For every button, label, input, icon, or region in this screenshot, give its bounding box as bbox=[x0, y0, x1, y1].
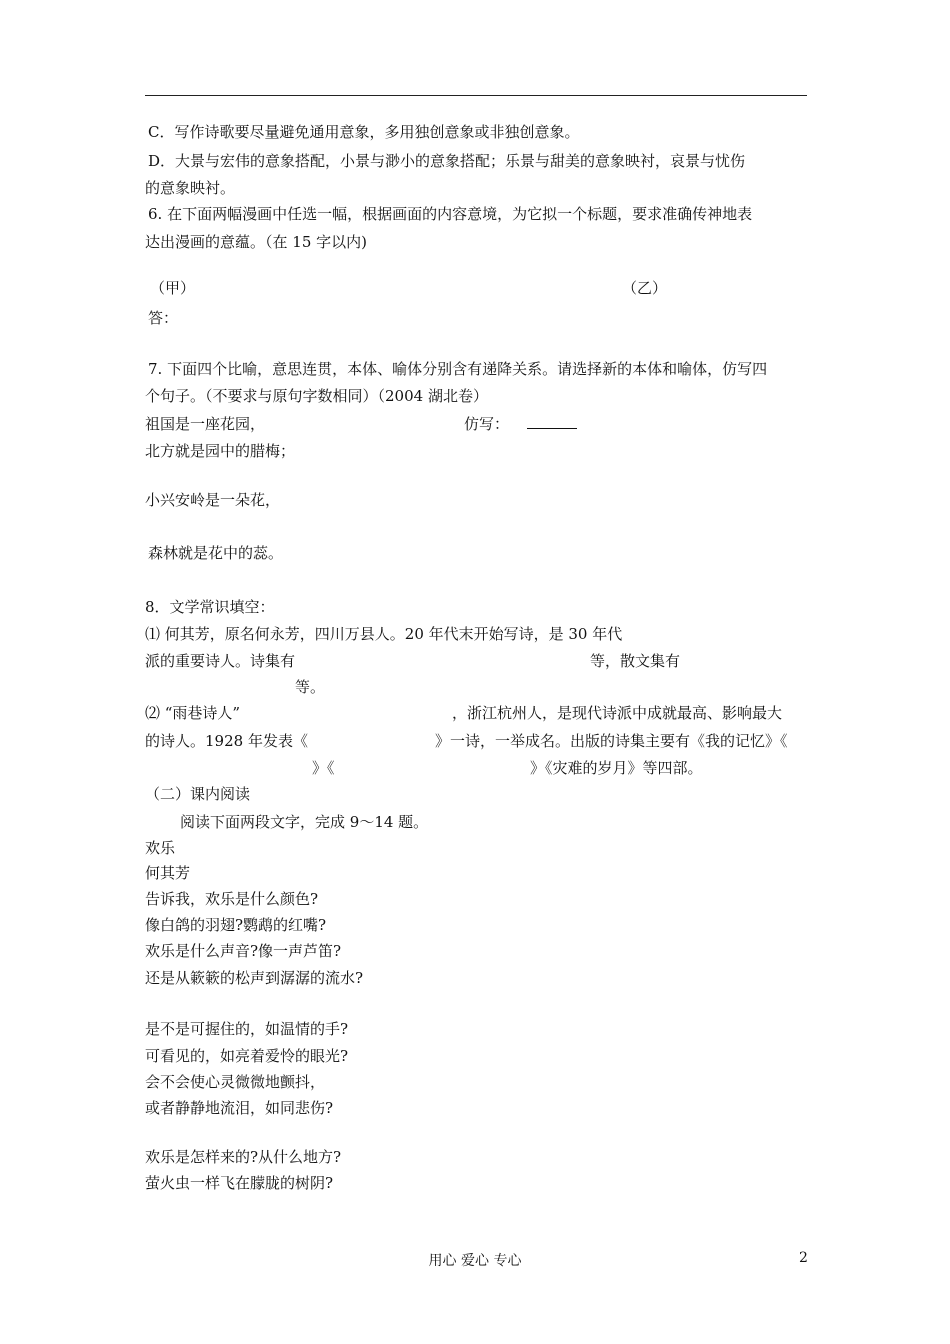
option-d-line2: 的意象映衬。 bbox=[145, 179, 236, 197]
answer-label: 答： bbox=[148, 309, 179, 327]
poem-line: 还是从簌簌的松声到潺潺的流水? bbox=[145, 969, 364, 987]
question-8-1-line2-right: 等，散文集有 bbox=[590, 652, 681, 670]
metaphor-1: 祖国是一座花园， bbox=[145, 415, 266, 433]
question-6-line1: 6. 在下面两幅漫画中任选一幅，根据画面的内容意境，为它拟一个标题，要求准确传神地表 bbox=[148, 205, 753, 223]
question-8-2-line2-right: 》一诗，一举成名。出版的诗集主要有《我的记忆》《 bbox=[435, 732, 788, 750]
question-8-2-line1-left: ⑵ “雨巷诗人” bbox=[145, 704, 241, 722]
question-8-1-line1: ⑴ 何其芳，原名何永芳，四川万县人。20 年代末开始写诗，是 30 年代 bbox=[145, 625, 623, 643]
question-8-title: 8．文学常识填空： bbox=[145, 598, 275, 616]
poem-line: 欢乐是怎样来的?从什么地方? bbox=[145, 1148, 342, 1166]
poem-line: 或者静静地流泪，如同悲伤? bbox=[145, 1099, 334, 1117]
cartoon-label-jia: （甲） bbox=[150, 279, 196, 297]
question-7-line2: 个句子。（不要求与原句字数相同）（2004 湖北卷） bbox=[145, 387, 488, 405]
cartoon-label-yi: （乙） bbox=[622, 279, 668, 297]
section-heading: （二）课内阅读 bbox=[145, 785, 251, 803]
poem-line: 告诉我，欢乐是什么颜色? bbox=[145, 890, 319, 908]
header-rule bbox=[145, 95, 807, 96]
imitation-label: 仿写： bbox=[464, 415, 510, 433]
poem-line: 可看见的，如亮着爱怜的眼光? bbox=[145, 1047, 349, 1065]
question-8-1-line2: 派的重要诗人。诗集有 bbox=[145, 652, 296, 670]
poem-author: 何其芳 bbox=[145, 864, 191, 882]
footer-motto: 用心 爱心 专心 bbox=[428, 1253, 522, 1269]
imitation-blank[interactable] bbox=[527, 414, 577, 429]
poem-line: 会不会使心灵微微地颤抖， bbox=[145, 1073, 326, 1091]
imitation-prompt bbox=[464, 414, 577, 434]
poem-line: 像白鸽的羽翅?鹦鹉的红嘴? bbox=[145, 916, 327, 934]
question-6-line2: 达出漫画的意蕴。（在 15 字以内) bbox=[145, 233, 367, 251]
metaphor-4: 森林就是花中的蕊。 bbox=[148, 544, 284, 562]
poem-line: 萤火虫一样飞在朦胧的树阴? bbox=[145, 1174, 334, 1192]
question-8-2-line3-left: 》《 bbox=[312, 759, 335, 777]
option-c: C．写作诗歌要尽量避免通用意象，多用独创意象或非独创意象。 bbox=[148, 123, 580, 141]
metaphor-2: 北方就是园中的腊梅； bbox=[145, 442, 296, 460]
question-8-2-line2-left: 的诗人。1928 年发表《 bbox=[145, 732, 308, 750]
reading-instruction: 阅读下面两段文字，完成 9～14 题。 bbox=[180, 813, 429, 831]
page-number: 2 bbox=[799, 1250, 808, 1266]
question-8-1-line3: 等。 bbox=[295, 678, 326, 696]
metaphor-3: 小兴安岭是一朵花， bbox=[145, 491, 281, 509]
poem-line: 是不是可握住的，如温情的手? bbox=[145, 1020, 349, 1038]
poem-title: 欢乐 bbox=[145, 839, 176, 857]
poem-line: 欢乐是什么声音?像一声芦笛? bbox=[145, 942, 342, 960]
option-d-line1: D．大景与宏伟的意象搭配，小景与渺小的意象搭配；乐景与甜美的意象映衬，哀景与忧伤 bbox=[148, 152, 746, 170]
question-8-2-line3-right: 》《灾难的岁月》等四部。 bbox=[530, 759, 703, 777]
question-7-line1: 7. 下面四个比喻，意思连贯，本体、喻体分别含有递降关系。请选择新的本体和喻体，仿写四 bbox=[148, 360, 768, 378]
question-8-2-line1-right: ，浙江杭州人，是现代诗派中成就最高、影响最大 bbox=[452, 704, 783, 722]
